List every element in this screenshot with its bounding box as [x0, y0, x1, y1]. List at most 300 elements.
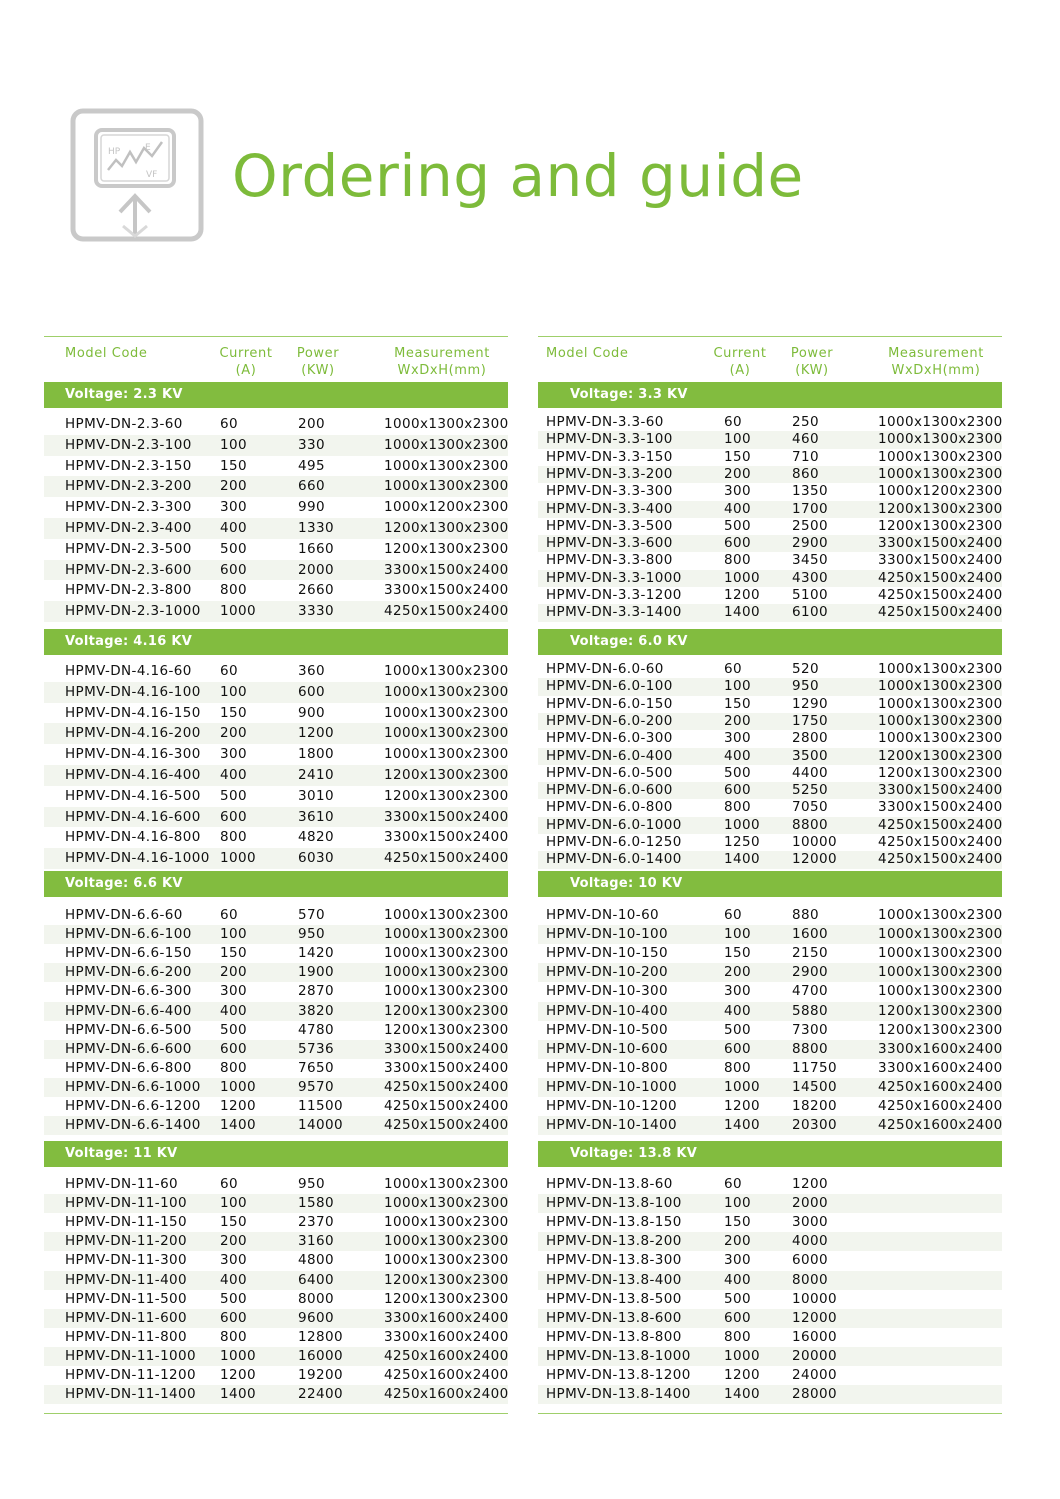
cell-measurement: 1000x1300x2300 [878, 712, 1003, 729]
cell-current: 200 [220, 964, 247, 981]
cell-measurement: 1000x1300x2300 [878, 907, 1003, 923]
table-row [538, 1366, 1002, 1385]
table-row [538, 925, 1002, 944]
cell-model-code: HPMV-DN-6.6-300 [65, 983, 192, 1000]
cell-measurement: 1000x1300x2300 [878, 983, 1003, 1000]
cell-model-code: HPMV-DN-10-1000 [546, 1078, 678, 1095]
table-row [538, 1213, 1002, 1232]
cell-current: 100 [220, 683, 247, 700]
cell-measurement: 1200x1300x2300 [384, 520, 509, 536]
cell-power: 2150 [792, 945, 828, 962]
cell-current: 150 [220, 1214, 247, 1231]
table-row [44, 518, 508, 539]
cell-measurement: 1200x1300x2300 [878, 517, 1003, 534]
cell-model-code: HPMV-DN-11-1200 [65, 1367, 197, 1383]
cell-measurement: 3300x1500x2400 [878, 782, 1003, 799]
cell-power: 950 [792, 678, 819, 695]
cell-power: 14500 [792, 1078, 837, 1095]
table-row [538, 466, 1002, 483]
cell-model-code: HPMV-DN-3.3-1400 [546, 604, 682, 621]
voltage-section [538, 382, 1003, 621]
table-row [538, 518, 1002, 535]
cell-model-code: HPMV-DN-3.3-800 [546, 552, 673, 569]
cell-power: 4300 [792, 569, 828, 586]
cell-current: 60 [724, 907, 742, 923]
cell-current: 1000 [724, 569, 760, 586]
cell-current: 300 [220, 983, 247, 1000]
cell-model-code: HPMV-DN-11-150 [65, 1214, 188, 1231]
cell-model-code: HPMV-DN-11-200 [65, 1233, 188, 1250]
cell-model-code: HPMV-DN-6.0-600 [546, 782, 673, 799]
cell-power: 2410 [298, 767, 334, 783]
cell-measurement: 1200x1300x2300 [384, 787, 509, 804]
table-bottom-rule [44, 1413, 508, 1414]
voltage-band: Voltage: 13.8 KV [538, 1141, 1002, 1167]
cell-current: 100 [220, 436, 247, 453]
cell-measurement: 1000x1300x2300 [384, 1176, 509, 1192]
cell-power: 10000 [792, 834, 837, 850]
cell-power: 4780 [298, 1021, 334, 1038]
cell-current: 1200 [724, 1098, 760, 1114]
cell-current: 500 [220, 1021, 247, 1038]
cell-current: 150 [724, 448, 751, 465]
cell-power: 3160 [298, 1233, 334, 1250]
cell-current: 1000 [220, 850, 256, 867]
cell-current: 500 [220, 1290, 247, 1307]
table-row [538, 535, 1002, 552]
table-row [538, 587, 1002, 604]
cell-current: 1400 [724, 851, 760, 868]
cell-power: 11750 [792, 1059, 837, 1076]
cell-power: 495 [298, 457, 325, 474]
cell-measurement: 1000x1300x2300 [384, 416, 509, 432]
cell-current: 1400 [724, 604, 760, 621]
cell-current: 800 [724, 552, 751, 569]
header-model-code: Model Code [546, 346, 629, 361]
cell-model-code: HPMV-DN-11-500 [65, 1290, 188, 1307]
cell-measurement: 3300x1600x2400 [878, 1059, 1003, 1076]
cell-current: 1200 [724, 587, 760, 603]
cell-current: 500 [724, 1021, 751, 1038]
cell-current: 1250 [724, 834, 760, 850]
cell-measurement: 4250x1600x2400 [878, 1078, 1003, 1095]
table-row [44, 848, 508, 869]
cell-power: 8000 [792, 1271, 828, 1288]
cell-power: 2000 [298, 561, 334, 578]
table-row [538, 1059, 1002, 1078]
table-row [44, 1271, 508, 1290]
table-row [44, 1116, 508, 1135]
cell-current: 150 [220, 704, 247, 721]
cell-current: 1200 [220, 1367, 256, 1383]
table-row [44, 1097, 508, 1116]
voltage-section [44, 871, 509, 1134]
table-row [538, 748, 1002, 765]
hp-vf-drive-icon [70, 108, 204, 242]
cell-power: 1580 [298, 1195, 334, 1212]
table-row [538, 963, 1002, 982]
cell-power: 2660 [298, 582, 334, 599]
cell-measurement: 1000x1300x2300 [878, 431, 1003, 448]
cell-current: 300 [724, 483, 751, 500]
table-row [44, 1213, 508, 1232]
cell-measurement: 1000x1300x2300 [384, 663, 509, 679]
cell-current: 500 [724, 764, 751, 781]
cell-model-code: HPMV-DN-13.8-1400 [546, 1386, 691, 1403]
cell-power: 12000 [792, 851, 837, 868]
cell-current: 1000 [220, 1078, 256, 1095]
table-row [538, 730, 1002, 747]
cell-current: 400 [724, 500, 751, 517]
table-row [538, 1021, 1002, 1040]
cell-measurement: 1000x1300x2300 [384, 436, 509, 453]
cell-current: 60 [724, 661, 742, 677]
cell-measurement: 4250x1500x2400 [384, 1117, 509, 1134]
cell-model-code: HPMV-DN-2.3-800 [65, 582, 192, 599]
cell-model-code: HPMV-DN-2.3-150 [65, 457, 192, 474]
cell-power: 9600 [298, 1309, 334, 1326]
cell-model-code: HPMV-DN-6.6-200 [65, 964, 192, 981]
cell-model-code: HPMV-DN-6.6-1200 [65, 1098, 201, 1114]
cell-power: 990 [298, 499, 325, 516]
cell-measurement: 4250x1600x2400 [384, 1386, 509, 1403]
cell-power: 3000 [792, 1214, 828, 1231]
table-row [538, 678, 1002, 695]
cell-model-code: HPMV-DN-10-1200 [546, 1098, 678, 1114]
cell-model-code: HPMV-DN-10-400 [546, 1002, 669, 1019]
cell-current: 500 [724, 1290, 751, 1307]
cell-current: 300 [724, 1252, 751, 1269]
cell-measurement: 3300x1500x2400 [878, 799, 1003, 816]
cell-current: 300 [220, 746, 247, 763]
cell-power: 3450 [792, 552, 828, 569]
voltage-band: Voltage: 6.6 KV [44, 871, 508, 897]
cell-measurement: 3300x1500x2400 [384, 808, 509, 825]
cell-current: 500 [220, 787, 247, 804]
cell-model-code: HPMV-DN-6.0-150 [546, 695, 673, 712]
cell-power: 2870 [298, 983, 334, 1000]
cell-model-code: HPMV-DN-3.3-500 [546, 517, 673, 534]
cell-power: 8800 [792, 816, 828, 833]
cell-power: 5250 [792, 782, 828, 799]
cell-current: 150 [724, 1214, 751, 1231]
table-row [44, 1366, 508, 1385]
voltage-band: Voltage: 10 KV [538, 871, 1002, 897]
cell-model-code: HPMV-DN-10-60 [546, 907, 660, 923]
cell-model-code: HPMV-DN-4.16-800 [65, 829, 201, 846]
voltage-section [538, 871, 1003, 1134]
cell-power: 9570 [298, 1078, 334, 1095]
table-row [44, 925, 508, 944]
cell-measurement: 4250x1500x2400 [878, 569, 1003, 586]
table-row [538, 1040, 1002, 1059]
cell-power: 8800 [792, 1040, 828, 1057]
table-row [44, 982, 508, 1001]
cell-model-code: HPMV-DN-13.8-600 [546, 1309, 682, 1326]
cell-current: 600 [220, 808, 247, 825]
cell-measurement: 3300x1500x2400 [878, 535, 1003, 552]
cell-model-code: HPMV-DN-11-60 [65, 1176, 179, 1192]
cell-power: 12800 [298, 1328, 343, 1345]
cell-measurement: 1000x1300x2300 [384, 945, 509, 962]
cell-measurement: 1000x1300x2300 [384, 1233, 509, 1250]
cell-power: 710 [792, 448, 819, 465]
cell-power: 12000 [792, 1309, 837, 1326]
cell-current: 800 [724, 1059, 751, 1076]
cell-measurement: 1000x1300x2300 [384, 457, 509, 474]
cell-measurement: 4250x1500x2400 [878, 587, 1003, 603]
cell-power: 520 [792, 661, 819, 677]
cell-current: 800 [220, 582, 247, 599]
table-row [538, 483, 1002, 500]
cell-model-code: HPMV-DN-6.0-1250 [546, 834, 682, 850]
cell-model-code: HPMV-DN-3.3-1000 [546, 569, 682, 586]
cell-model-code: HPMV-DN-13.8-800 [546, 1328, 682, 1345]
cell-measurement: 1200x1300x2300 [878, 764, 1003, 781]
cell-model-code: HPMV-DN-3.3-100 [546, 431, 673, 448]
table-row [538, 570, 1002, 587]
table-row [44, 1040, 508, 1059]
cell-model-code: HPMV-DN-13.8-60 [546, 1176, 673, 1192]
cell-current: 150 [724, 945, 751, 962]
cell-current: 100 [724, 678, 751, 695]
logo-vf-label: VF [146, 170, 158, 180]
cell-power: 3330 [298, 603, 334, 620]
cell-measurement: 4250x1600x2400 [878, 1117, 1003, 1134]
cell-measurement: 4250x1600x2400 [384, 1367, 509, 1383]
cell-model-code: HPMV-DN-13.8-200 [546, 1233, 682, 1250]
cell-measurement: 1000x1300x2300 [878, 695, 1003, 712]
cell-model-code: HPMV-DN-6.0-60 [546, 661, 664, 677]
cell-measurement: 4250x1500x2400 [384, 1078, 509, 1095]
cell-model-code: HPMV-DN-4.16-1000 [65, 850, 210, 867]
cell-model-code: HPMV-DN-3.3-1200 [546, 587, 682, 603]
cell-power: 950 [298, 926, 325, 943]
cell-model-code: HPMV-DN-6.0-800 [546, 799, 673, 816]
cell-measurement: 4250x1500x2400 [878, 851, 1003, 868]
cell-measurement: 3300x1600x2400 [878, 1040, 1003, 1057]
table-row [538, 782, 1002, 799]
cell-power: 2370 [298, 1214, 334, 1231]
cell-power: 6030 [298, 850, 334, 867]
cell-current: 1000 [724, 816, 760, 833]
cell-measurement: 1000x1300x2300 [878, 414, 1003, 430]
cell-model-code: HPMV-DN-4.16-150 [65, 704, 201, 721]
cell-power: 1700 [792, 500, 828, 517]
cell-power: 1800 [298, 746, 334, 763]
cell-power: 1350 [792, 483, 828, 500]
cell-measurement: 1000x1300x2300 [384, 907, 509, 923]
table-row [538, 1194, 1002, 1213]
cell-power: 3610 [298, 808, 334, 825]
cell-model-code: HPMV-DN-6.6-500 [65, 1021, 192, 1038]
table-row [44, 1251, 508, 1270]
cell-measurement: 1200x1300x2300 [384, 1271, 509, 1288]
cell-current: 300 [724, 983, 751, 1000]
table-row [44, 414, 508, 435]
cell-power: 2500 [792, 517, 828, 534]
cell-current: 200 [220, 725, 247, 742]
cell-current: 1200 [220, 1098, 256, 1114]
cell-power: 1660 [298, 540, 334, 557]
table-row [44, 601, 508, 622]
table-row [44, 456, 508, 477]
cell-measurement: 1000x1200x2300 [878, 483, 1003, 500]
cell-power: 1330 [298, 520, 334, 536]
cell-model-code: HPMV-DN-6.0-500 [546, 764, 673, 781]
cell-model-code: HPMV-DN-10-300 [546, 983, 669, 1000]
cell-measurement: 3300x1500x2400 [384, 582, 509, 599]
table-row [538, 1097, 1002, 1116]
cell-model-code: HPMV-DN-6.6-150 [65, 945, 192, 962]
cell-current: 100 [724, 926, 751, 943]
cell-measurement: 1200x1300x2300 [878, 747, 1003, 764]
cell-measurement: 1200x1300x2300 [878, 1002, 1003, 1019]
table-row [44, 703, 508, 724]
cell-current: 1400 [724, 1386, 760, 1403]
table-bottom-rule [538, 1413, 1002, 1414]
cell-measurement: 1000x1300x2300 [878, 465, 1003, 482]
cell-measurement: 1200x1300x2300 [384, 1002, 509, 1019]
cell-model-code: HPMV-DN-2.3-200 [65, 478, 192, 495]
table-row [44, 560, 508, 581]
cell-current: 500 [220, 540, 247, 557]
cell-measurement: 1000x1300x2300 [384, 1195, 509, 1212]
cell-power: 20300 [792, 1117, 837, 1134]
cell-measurement: 1000x1300x2300 [878, 730, 1003, 747]
cell-power: 7300 [792, 1021, 828, 1038]
cell-power: 11500 [298, 1098, 343, 1114]
cell-power: 6100 [792, 604, 828, 621]
cell-model-code: HPMV-DN-2.3-400 [65, 520, 192, 536]
cell-power: 2000 [792, 1195, 828, 1212]
cell-current: 60 [724, 414, 742, 430]
cell-current: 400 [724, 747, 751, 764]
table-row [538, 1232, 1002, 1251]
cell-measurement: 3300x1500x2400 [878, 552, 1003, 569]
table-header [44, 336, 508, 381]
cell-measurement: 4250x1500x2400 [384, 1098, 509, 1114]
cell-power: 2800 [792, 730, 828, 747]
cell-model-code: HPMV-DN-2.3-60 [65, 416, 183, 432]
cell-current: 800 [220, 1328, 247, 1345]
cell-measurement: 3300x1500x2400 [384, 829, 509, 846]
cell-current: 600 [220, 1309, 247, 1326]
cell-model-code: HPMV-DN-4.16-500 [65, 787, 201, 804]
cell-power: 250 [792, 414, 819, 430]
cell-current: 400 [220, 1002, 247, 1019]
voltage-section [538, 629, 1003, 868]
cell-power: 1900 [298, 964, 334, 981]
table-row [44, 1290, 508, 1309]
cell-current: 100 [220, 1195, 247, 1212]
cell-current: 300 [220, 1252, 247, 1269]
cell-power: 950 [298, 1176, 325, 1192]
cell-power: 1600 [792, 926, 828, 943]
cell-model-code: HPMV-DN-10-100 [546, 926, 669, 943]
cell-measurement: 3300x1500x2400 [384, 1040, 509, 1057]
cell-current: 1200 [724, 1367, 760, 1383]
table-row [538, 552, 1002, 569]
cell-power: 5736 [298, 1040, 334, 1057]
table-row [44, 1194, 508, 1213]
table-row [538, 1347, 1002, 1366]
cell-model-code: HPMV-DN-2.3-600 [65, 561, 192, 578]
cell-power: 1750 [792, 712, 828, 729]
cell-current: 1400 [220, 1117, 256, 1134]
cell-power: 8000 [298, 1290, 334, 1307]
table-row [44, 1385, 508, 1404]
cell-model-code: HPMV-DN-6.6-400 [65, 1002, 192, 1019]
cell-current: 400 [220, 1271, 247, 1288]
cell-current: 200 [220, 478, 247, 495]
table-row [44, 1002, 508, 1021]
cell-model-code: HPMV-DN-13.8-300 [546, 1252, 682, 1269]
table-header [538, 336, 1002, 381]
table-row [538, 1078, 1002, 1097]
cell-measurement: 3300x1500x2400 [384, 1059, 509, 1076]
cell-power: 3820 [298, 1002, 334, 1019]
table-row [44, 476, 508, 497]
table-row [538, 834, 1002, 851]
table-row [44, 1021, 508, 1040]
voltage-band: Voltage: 2.3 KV [44, 382, 508, 408]
cell-model-code: HPMV-DN-11-600 [65, 1309, 188, 1326]
cell-measurement: 1000x1300x2300 [384, 983, 509, 1000]
cell-model-code: HPMV-DN-3.3-600 [546, 535, 673, 552]
cell-model-code: HPMV-DN-11-400 [65, 1271, 188, 1288]
voltage-band: Voltage: 11 KV [44, 1141, 508, 1167]
header-measurement: Measurement WxDxH(mm) [394, 346, 490, 378]
table-row [538, 851, 1002, 868]
table-row [538, 1251, 1002, 1270]
cell-model-code: HPMV-DN-2.3-1000 [65, 603, 201, 620]
table-row [44, 1059, 508, 1078]
cell-measurement: 1200x1300x2300 [878, 500, 1003, 517]
cell-measurement: 1000x1300x2300 [384, 926, 509, 943]
cell-power: 200 [298, 416, 325, 432]
cell-current: 600 [220, 561, 247, 578]
cell-measurement: 1200x1300x2300 [384, 540, 509, 557]
table-row [44, 807, 508, 828]
cell-current: 100 [724, 1195, 751, 1212]
logo-e-label: E [145, 143, 151, 153]
cell-current: 800 [220, 829, 247, 846]
cell-power: 5880 [792, 1002, 828, 1019]
cell-power: 7050 [792, 799, 828, 816]
header-current: Current (A) [219, 346, 273, 378]
cell-model-code: HPMV-DN-6.6-100 [65, 926, 192, 943]
cell-model-code: HPMV-DN-13.8-150 [546, 1214, 682, 1231]
cell-current: 100 [724, 431, 751, 448]
cell-model-code: HPMV-DN-4.16-600 [65, 808, 201, 825]
cell-power: 600 [298, 683, 325, 700]
table-row [538, 501, 1002, 518]
cell-measurement: 3300x1500x2400 [384, 561, 509, 578]
cell-power: 3500 [792, 747, 828, 764]
cell-measurement: 3300x1600x2400 [384, 1328, 509, 1345]
table-row [44, 1078, 508, 1097]
cell-measurement: 4250x1500x2400 [384, 603, 509, 620]
cell-power: 4820 [298, 829, 334, 846]
cell-model-code: HPMV-DN-3.3-150 [546, 448, 673, 465]
cell-model-code: HPMV-DN-10-200 [546, 964, 669, 981]
cell-current: 200 [724, 465, 751, 482]
cell-measurement: 1000x1300x2300 [384, 1252, 509, 1269]
cell-model-code: HPMV-DN-6.0-400 [546, 747, 673, 764]
cell-current: 300 [220, 499, 247, 516]
header-measurement: Measurement WxDxH(mm) [888, 346, 984, 378]
